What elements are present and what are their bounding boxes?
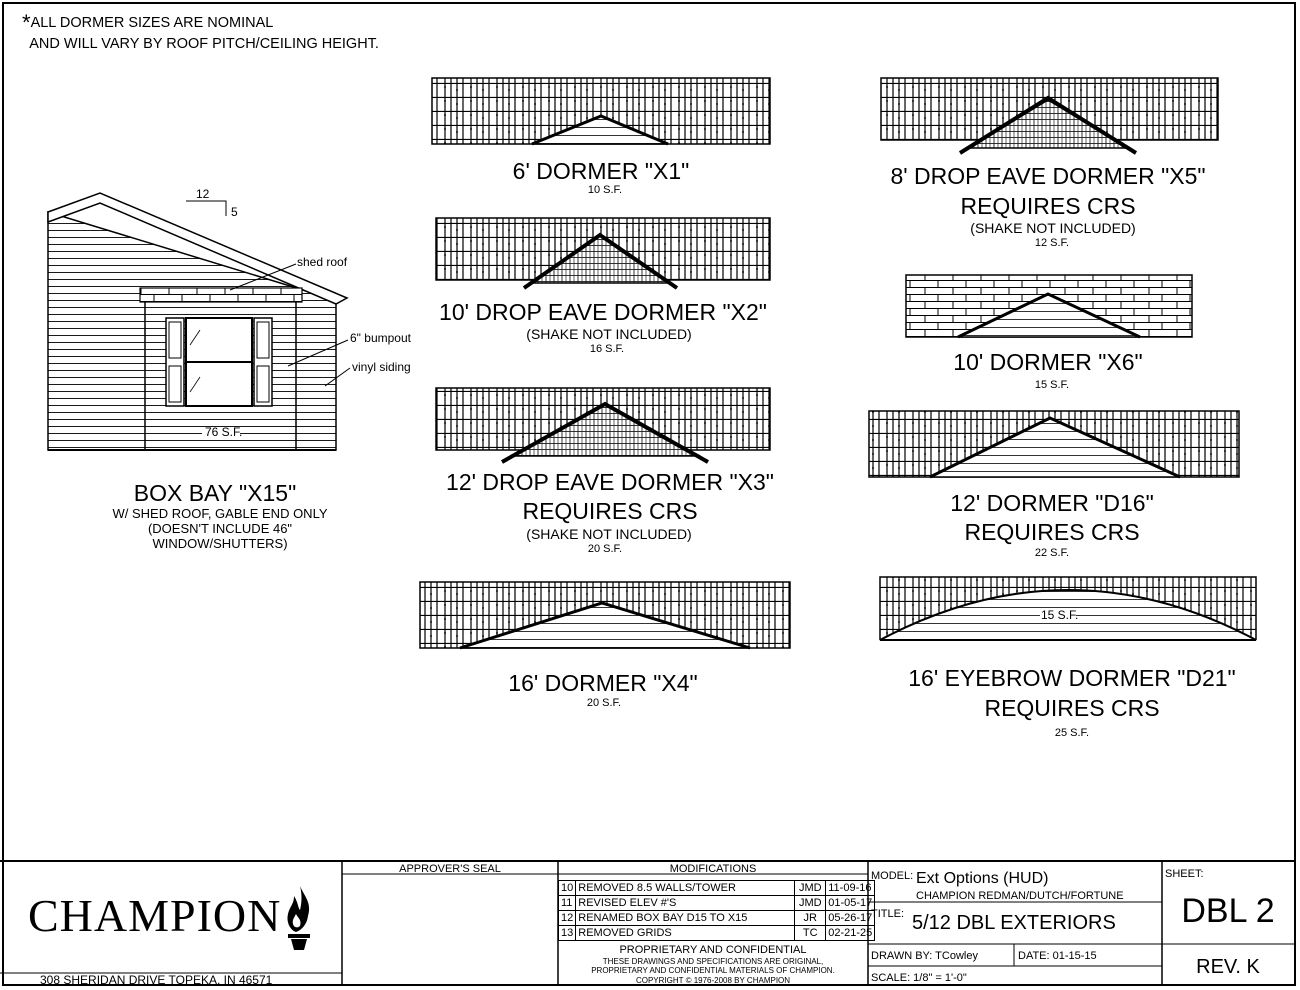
dormer-x6-area: 15 S.F.	[1034, 379, 1070, 391]
box-bay-sub2: (DOESN'T INCLUDE 46"	[147, 521, 293, 536]
model-sub: CHAMPION REDMAN/DUTCH/FORTUNE	[916, 890, 1124, 902]
dormer-x3-drawing	[436, 388, 770, 462]
modification-row: 11 REVISED ELEV #'S JMD 01-05-17	[559, 896, 875, 911]
drawing-date: DATE: 01-15-15	[1018, 950, 1097, 962]
drawing-scale: SCALE: 1/8" = 1'-0"	[871, 972, 967, 984]
dormer-x2-note: (SHAKE NOT INCLUDED)	[526, 326, 692, 342]
dormer-x1-drawing	[432, 78, 770, 144]
sheet-label: SHEET:	[1165, 868, 1204, 880]
dormer-d16-title: 12' DORMER "D16"	[950, 490, 1154, 516]
pitch-run: 12	[196, 187, 210, 201]
modification-row: 12 RENAMED BOX BAY D15 TO X15 JR 05-26-17	[559, 911, 875, 926]
modifications-table	[558, 880, 875, 941]
dormer-d21-title2: REQUIRES CRS	[984, 695, 1160, 721]
dormer-x5-title2: REQUIRES CRS	[960, 193, 1136, 219]
callout-vinyl-siding: vinyl siding	[352, 360, 411, 374]
dormer-x3-title2: REQUIRES CRS	[522, 498, 698, 524]
dormer-x4-drawing	[420, 582, 790, 648]
champion-logo: CHAMPION	[28, 890, 282, 941]
dormer-x3-title: 12' DROP EAVE DORMER "X3"	[446, 469, 774, 495]
proprietary-line-1: THESE DRAWINGS AND SPECIFICATIONS ARE ORIGINAL,	[602, 957, 824, 966]
dormer-x1-area: 10 S.F.	[587, 184, 623, 196]
dormer-x5-title: 8' DROP EAVE DORMER "X5"	[890, 163, 1206, 189]
title-block	[0, 860, 1294, 986]
title-label: TITLE:	[871, 908, 905, 920]
dormer-d16-area: 22 S.F.	[1034, 547, 1070, 559]
dormer-x5-area: 12 S.F.	[1034, 237, 1070, 249]
approvers-seal-label: APPROVER'S SEAL	[399, 863, 501, 875]
drawn-by: DRAWN BY: TCowley	[871, 950, 978, 962]
model-value: Ext Options (HUD)	[916, 870, 1049, 887]
note-line-1: ALL DORMER SIZES ARE NOMINAL	[30, 15, 274, 31]
dormer-d21-area: 25 S.F.	[1054, 727, 1090, 739]
dormer-d21-title: 16' EYEBROW DORMER "D21"	[908, 665, 1236, 691]
box-bay-sub3: WINDOW/SHUTTERS)	[152, 536, 288, 551]
callout-bumpout: 6" bumpout	[350, 331, 411, 345]
modification-row: 13 REMOVED GRIDS TC 02-21-25	[559, 926, 875, 941]
dormer-x5-drawing	[881, 78, 1218, 153]
champion-flame-icon	[287, 886, 310, 950]
dormer-d16-title2: REQUIRES CRS	[964, 519, 1140, 545]
proprietary-line-2: PROPRIETARY AND CONFIDENTIAL MATERIALS OF CHAMPION.	[591, 966, 835, 975]
callout-shed-roof: shed roof	[297, 255, 348, 269]
dormer-x4-area: 20 S.F.	[586, 697, 622, 709]
model-label: MODEL:	[871, 870, 914, 882]
note-line-2: AND WILL VARY BY ROOF PITCH/CEILING HEIGHT.	[29, 36, 379, 52]
revision: REV. K	[1196, 956, 1260, 978]
d21-inner-area: 15 S.F.	[1041, 608, 1079, 622]
box-bay-area: 76 S.F.	[205, 425, 243, 439]
dormer-x5-note: (SHAKE NOT INCLUDED)	[970, 220, 1136, 236]
dormer-x2-drawing	[436, 218, 770, 288]
dormer-d16-drawing	[869, 411, 1239, 477]
copyright: COPYRIGHT © 1976-2008 BY CHAMPION	[635, 976, 791, 985]
proprietary-heading: PROPRIETARY AND CONFIDENTIAL	[619, 944, 807, 956]
company-address: 308 SHERIDAN DRIVE TOPEKA, IN 46571	[40, 973, 273, 987]
dormer-x3-note: (SHAKE NOT INCLUDED)	[526, 526, 692, 542]
dormer-x3-area: 20 S.F.	[587, 543, 623, 555]
box-bay-sub1: W/ SHED ROOF, GABLE END ONLY	[112, 506, 328, 521]
dormer-x6-title: 10' DORMER "X6"	[953, 349, 1143, 375]
modifications-label: MODIFICATIONS	[669, 863, 757, 875]
box-bay-title: BOX BAY "X15"	[133, 480, 297, 506]
dormer-x1-title: 6' DORMER "X1"	[512, 158, 690, 184]
sheet-value: DBL 2	[1181, 892, 1275, 930]
box-bay-x15-drawing	[48, 193, 350, 450]
title-value: 5/12 DBL EXTERIORS	[912, 912, 1116, 934]
dormer-x2-title: 10' DROP EAVE DORMER "X2"	[439, 299, 767, 325]
modification-row: 10 REMOVED 8.5 WALLS/TOWER JMD 11-09-16	[559, 881, 875, 896]
dormer-x4-title: 16' DORMER "X4"	[508, 670, 698, 696]
pitch-rise: 5	[231, 205, 238, 219]
general-note: *ALL DORMER SIZES ARE NOMINAL AND WILL VARY BY ROOF PITCH/CEILING HEIGHT.	[22, 10, 379, 52]
dormer-x2-area: 16 S.F.	[589, 343, 625, 355]
dormer-x6-drawing	[906, 275, 1192, 337]
